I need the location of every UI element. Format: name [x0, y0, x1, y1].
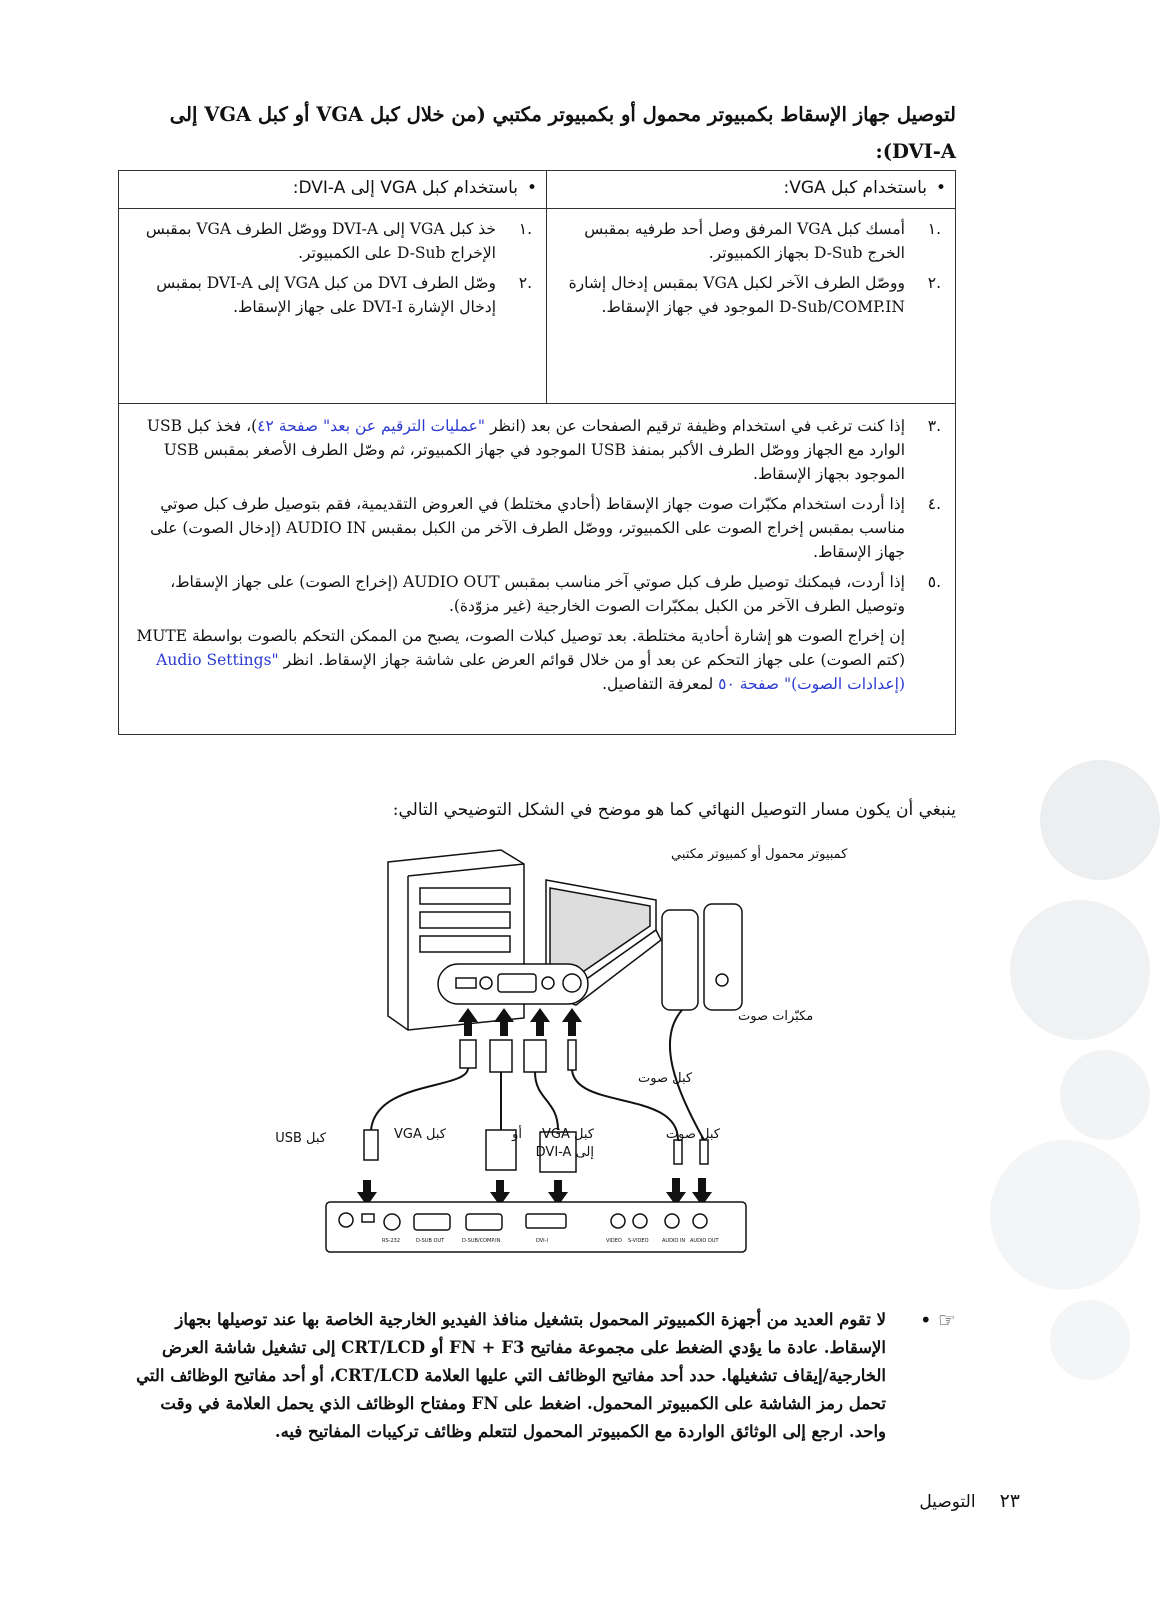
usb-connector-icon — [364, 1130, 378, 1160]
list-item-extra: إن إخراج الصوت هو إشارة أحادية مختلطة. بعد توصيل كبلات الصوت، يصبح من الممكن التحكم بالصوت بواسطة MUTE (كتم الصوت) على جهاز التحكم عن بعد أو من خلال قوائم العرض على شاشة جهاز الإسقاط. انظر "Audio Settings (إعدادات الصوت)" صفحة ٥٠ لمعرفة التفاصيل. — [136, 627, 905, 693]
background-decoration — [1040, 760, 1160, 880]
port-label: DVI-I — [536, 1238, 548, 1244]
vga-steps-cell — [547, 209, 956, 404]
background-decoration — [1050, 1300, 1130, 1380]
usb-port-icon — [456, 978, 476, 988]
vga-cable-label: كبل VGA — [394, 1127, 446, 1142]
note-hand-icon: ☞ • — [919, 1308, 956, 1332]
note-text: لا تقوم العديد من أجهزة الكمبيوتر المحمول بتشغيل منافذ الفيديو الخارجية الخاصة بها عند توصيلها بجهاز الإسقاط. عادة ما يؤدي الضغط على مجموعة مفاتيح FN + F3 أو CRT/LCD إلى تشغيل شاشة العرض الخارجية/إيقاف تشغيلها. حدد أحد مفاتيح الوظائف التي عليها العلامة CRT/LCD، أو أحد مفاتيح الوظائف التي تحمل رمز الشاشة على الكمبيوتر المحمول. اضغط على FN ومفتاح الوظائف الذي يحمل العلامة في وقت واحد. ارجع إلى الوثائق الواردة مع الكمبيوتر المحمول لتتعلم وظائف تركيبات المفاتيح فيه. — [136, 1310, 886, 1441]
vga-connector-icon — [524, 1040, 546, 1072]
port-label: D-SUB/COMP.IN — [462, 1238, 501, 1244]
list-item: .١ أمسك كبل VGA المرفق وصل أحد طرفيه بمقبس الخرج D-Sub بجهاز الكمبيوتر. — [584, 220, 941, 262]
usb-connector-icon — [460, 1040, 476, 1068]
computer-port-panel — [438, 964, 588, 1004]
vga-dvi-cable-label: إلى DVI-A — [535, 1145, 594, 1160]
section-heading: لتوصيل جهاز الإسقاط بكمبيوتر محمول أو بكمبيوتر مكتبي (من خلال كبل VGA أو كبل VGA إلى DVI-A): — [169, 103, 956, 163]
link-remote-paging[interactable]: "عمليات الترقيم عن بعد" صفحة ٤٢ — [257, 417, 486, 435]
summary-text: ينبغي أن يكون مسار التوصيل النهائي كما هو موضح في الشكل التوضيحي التالي: — [392, 800, 956, 820]
list-item: .٣ إذا كنت ترغب في استخدام وظيفة ترقيم الصفحات عن بعد (انظر "عمليات الترقيم عن بعد" صفحة ٤٢)، فخذ كبل USB الوارد مع الجهاز ووصّل الطرف الأكبر بمنفذ USB الموجود في جهاز الكمبيوتر، ثم وصّل الطرف الأصغر بمقبس USB الموجود بجهاز الإسقاط. — [146, 417, 941, 483]
list-item: .٥ إذا أردت، فيمكنك توصيل طرف كبل صوتي آخر مناسب بمقبس AUDIO OUT (إخراج الصوت) على جهاز الإسقاط، وتوصيل الطرف الآخر من الكبل بمكبّرات الصوت الخارجية (غير مزوّدة). — [170, 573, 941, 615]
projector-panel — [326, 1202, 746, 1252]
port-label: D-SUB OUT — [416, 1238, 445, 1244]
speakers-icon — [662, 904, 742, 1010]
list-item: .٤ إذا أردت استخدام مكبّرات صوت جهاز الإسقاط (أحادي مختلط) في العروض التقديمية، فقم بتوصيل طرف كبل صوتي مناسب بمقبس إخراج الصوت على الكمبيوتر، ووصّل الطرف الآخر من الكبل بمقبس AUDIO IN (إدخال الصوت) على جهاز الإسقاط. — [150, 495, 941, 561]
port-label: RS-232 — [382, 1238, 400, 1244]
usb-cable-label: كبل USB — [275, 1131, 326, 1146]
audio-plug-icon — [568, 1040, 576, 1070]
dvi-steps-cell — [119, 209, 547, 404]
port-label: VIDEO — [606, 1238, 622, 1244]
header-vga-dvi: •باستخدام كبل VGA إلى DVI-A: — [119, 171, 547, 209]
audio-cable-label: كبل صوت — [638, 1071, 693, 1086]
background-decoration — [990, 1140, 1140, 1290]
common-steps-cell — [119, 404, 956, 735]
background-decoration — [1060, 1050, 1150, 1140]
port-label: AUDIO IN — [662, 1238, 686, 1244]
page-footer — [720, 1490, 1020, 1512]
note-block — [118, 1306, 956, 1446]
computer-label: كمبيوتر محمول أو كمبيوتر مكتبي — [671, 847, 848, 862]
list-item: .١ خذ كبل VGA إلى DVI-A ووصّل الطرف VGA بمقبس الإخراج D-Sub على الكمبيوتر. — [145, 220, 532, 262]
connection-diagram — [275, 840, 848, 1260]
vga-connector-icon — [490, 1040, 512, 1072]
audio-plug-icon — [700, 1140, 708, 1164]
audio-plug-icon — [674, 1140, 682, 1164]
vga-port-icon — [498, 974, 536, 992]
background-decoration — [1010, 900, 1150, 1040]
page-number: ٢٣ — [999, 1490, 1020, 1512]
list-item: .٢ وصّل الطرف DVI من كبل VGA إلى DVI-A بمقبس إدخال الإشارة DVI-I على جهاز الإسقاط. — [156, 274, 532, 316]
header-vga: •باستخدام كبل VGA: — [547, 171, 956, 209]
port-label: AUDIO OUT — [690, 1238, 719, 1244]
port-label: S-VIDEO — [628, 1238, 649, 1244]
or-label: أو — [512, 1127, 522, 1142]
connection-table — [118, 170, 956, 735]
speakers-label: مكبّرات صوت — [738, 1009, 814, 1024]
list-item: .٢ ووصّل الطرف الآخر لكبل VGA بمقبس إدخال إشارة D-Sub/COMP.IN الموجود في جهاز الإسقاط. — [568, 274, 941, 316]
vga-dvi-cable-label: كبل VGA — [542, 1127, 594, 1142]
section-name: التوصيل — [919, 1492, 976, 1512]
audio-cable-label: كبل صوت — [665, 1127, 720, 1142]
link-audio-settings[interactable]: "Audio Settings (إعدادات الصوت)" صفحة ٥٠ — [156, 651, 905, 693]
audio-out-port-icon — [563, 974, 581, 992]
